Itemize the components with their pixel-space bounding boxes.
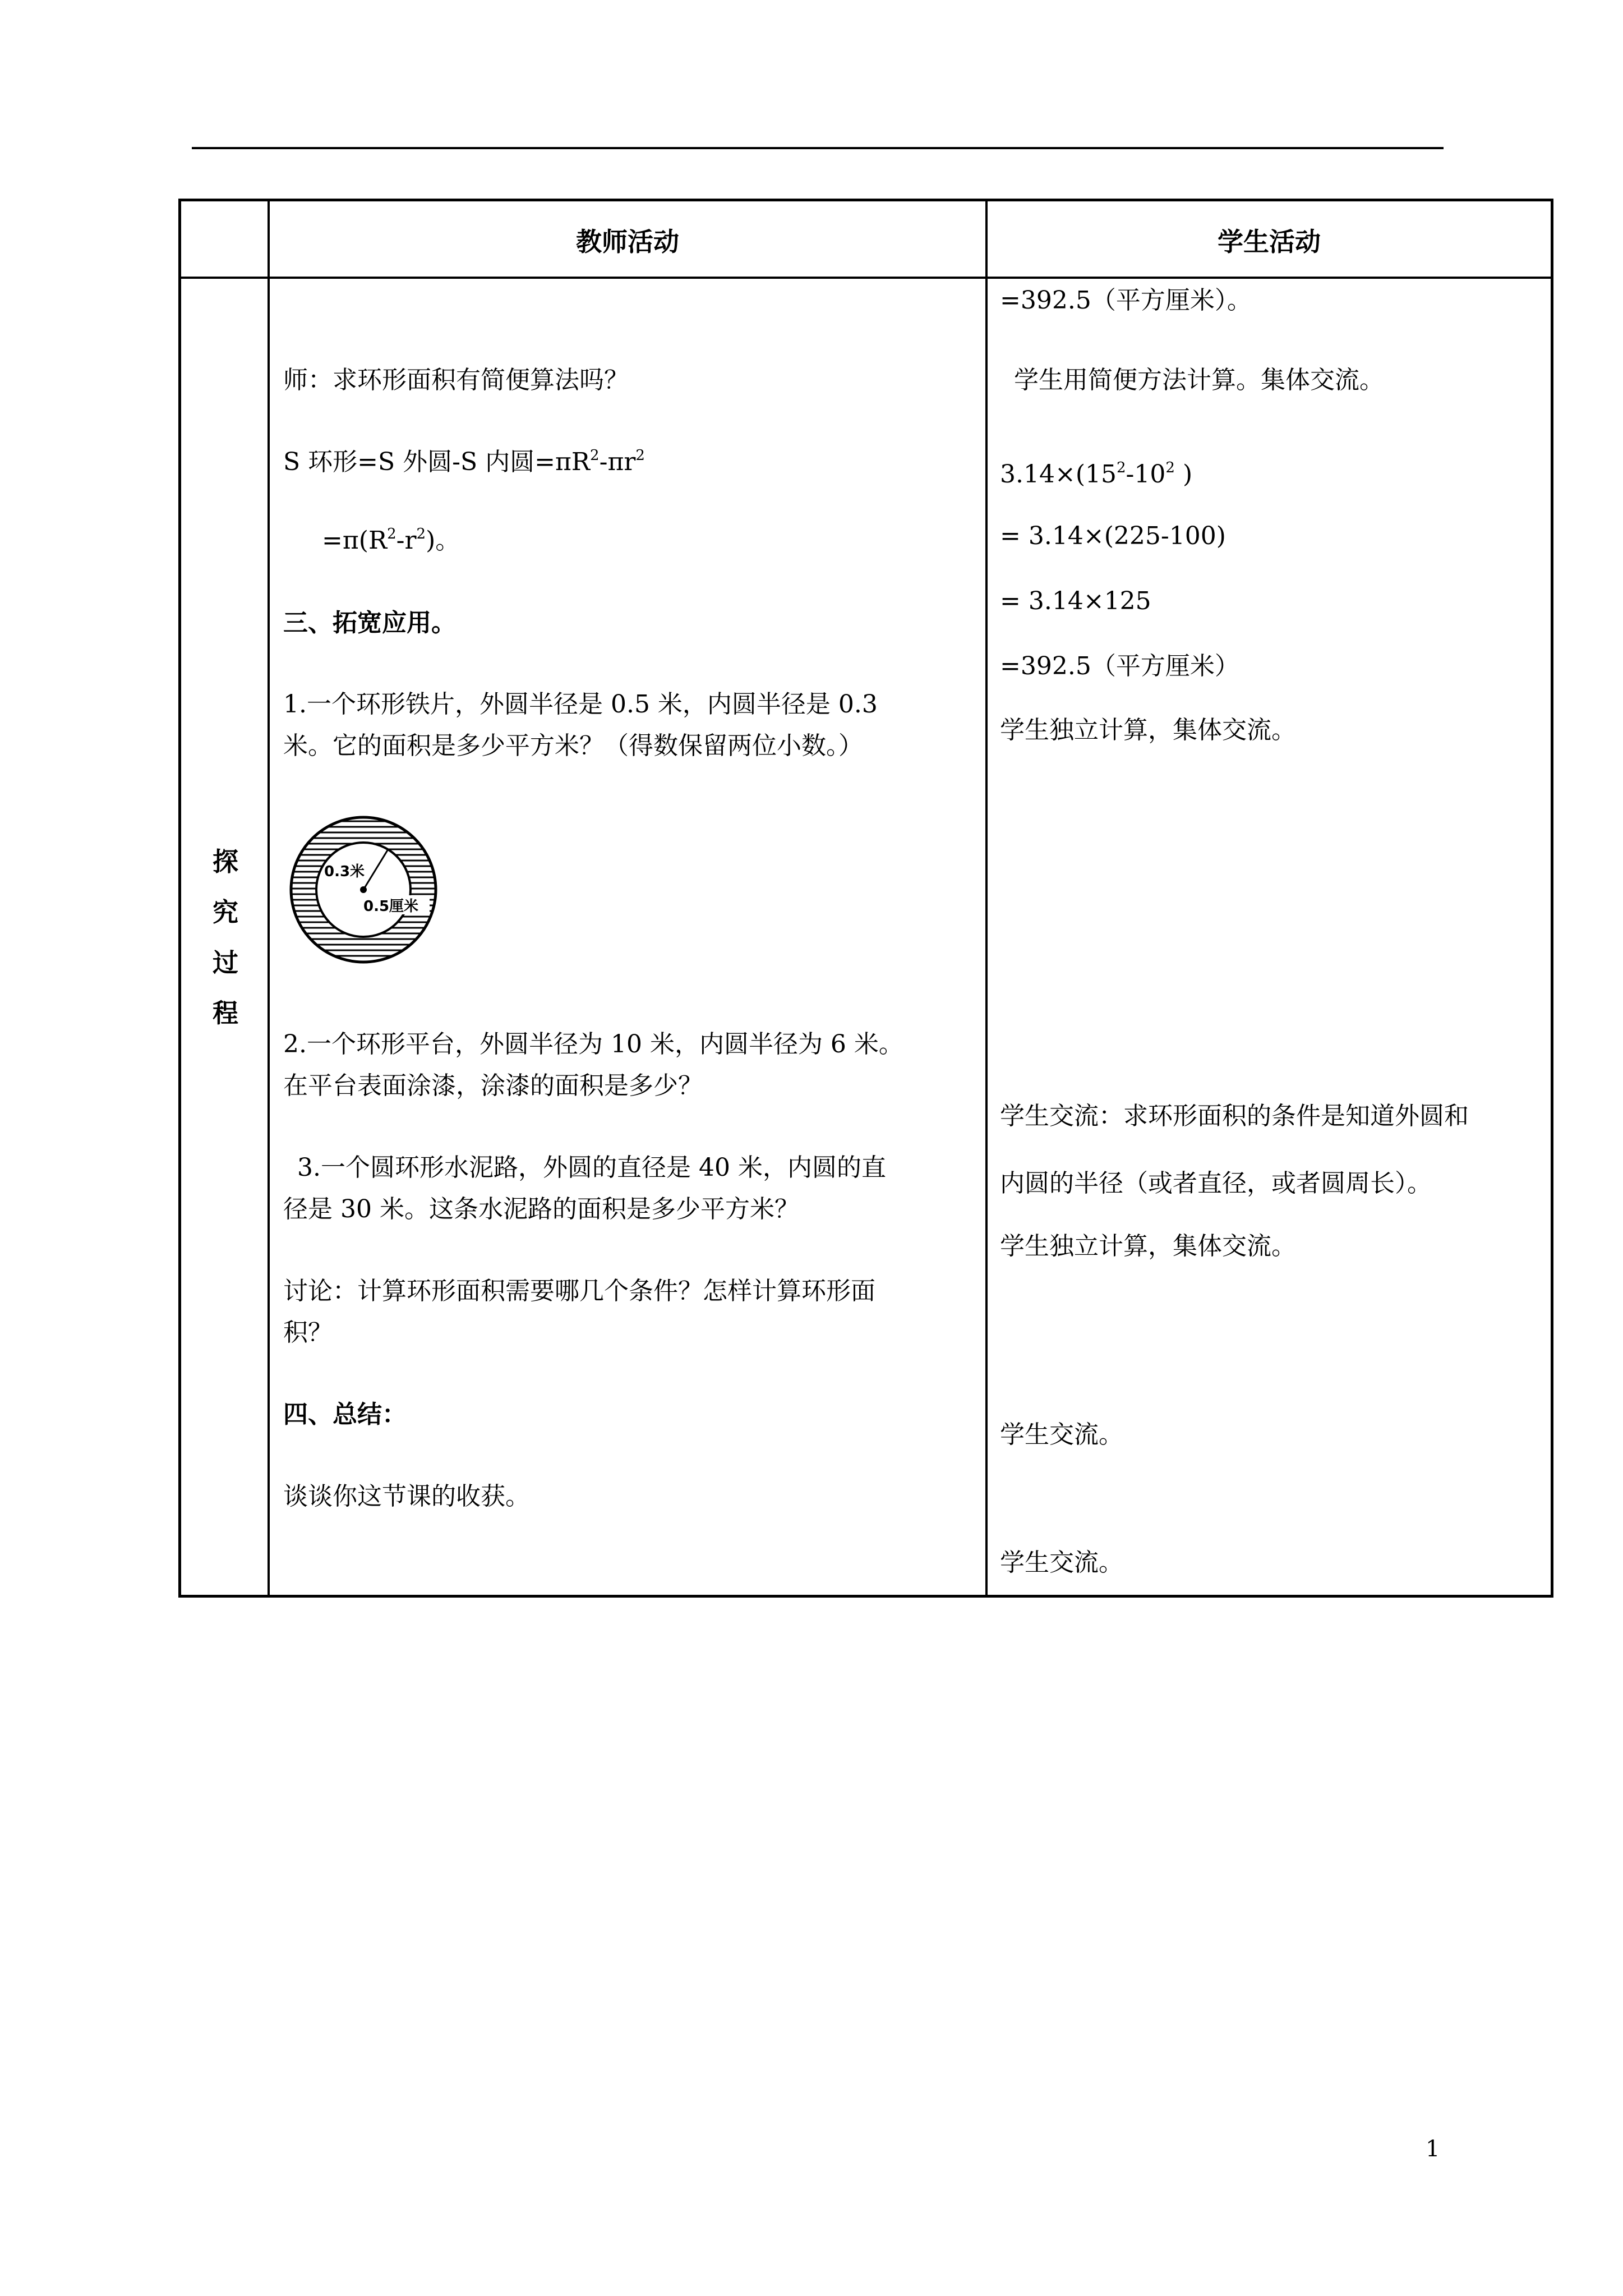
formula-part: -r <box>396 526 417 555</box>
superscript: 2 <box>590 447 600 464</box>
problem-1-line-1: 1.一个环形铁片，外圆半径是 0.5 米，内圆半径是 0.3 <box>283 690 878 719</box>
center-dot <box>360 886 367 893</box>
formula-part: =π(R <box>322 526 388 555</box>
ring-area-formula <box>283 447 645 478</box>
side-label <box>181 280 270 1595</box>
calc-part: -10 <box>1126 460 1166 489</box>
student-exchange-2: 学生交流。 <box>1000 1420 1123 1449</box>
student-calc-4: =392.5（平方厘米） <box>1000 652 1239 680</box>
problem-3-line-1: 3.一个圆环形水泥路，外圆的直径是 40 米，内圆的直 <box>297 1153 886 1182</box>
header-student-activity: 学生活动 <box>1218 227 1321 257</box>
student-exchange-line-2: 内圆的半径（或者直径，或者圆周长）。 <box>1000 1169 1432 1198</box>
inner-radius-label: 0.3米 <box>324 863 365 880</box>
side-label-char: 过 <box>213 947 238 978</box>
ring-diagram <box>288 815 439 965</box>
student-calc-1 <box>1000 459 1192 490</box>
column-divider-2 <box>985 201 988 1595</box>
discussion-line-1: 讨论：计算环形面积需要哪几个条件？怎样计算环形面 <box>283 1277 875 1305</box>
formula-part: -πr <box>599 448 636 476</box>
calc-part: ) <box>1174 460 1193 489</box>
calc-part: 3.14×(15 <box>1000 460 1117 489</box>
header-teacher-activity: 教师活动 <box>576 227 679 257</box>
student-simple-method: 学生用简便方法计算。集体交流。 <box>1014 366 1384 394</box>
student-exchange-line-1: 学生交流：求环形面积的条件是知道外圆和 <box>1000 1102 1469 1130</box>
side-label-char: 程 <box>213 998 238 1028</box>
section-4-title: 四、总结： <box>283 1400 407 1429</box>
problem-3-line-2: 径是 30 米。这条水泥路的面积是多少平方米？ <box>283 1195 799 1223</box>
superscript: 2 <box>387 526 396 542</box>
outer-radius-label: 0.5厘米 <box>363 898 419 915</box>
student-calc-2: = 3.14×(225-100) <box>1000 522 1226 550</box>
side-label-char: 探 <box>213 846 238 877</box>
formula-part: S 环形=S 外圆-S 内圆=πR <box>283 448 591 476</box>
problem-2-line-1: 2.一个环形平台，外圆半径为 10 米，内圆半径为 6 米。 <box>283 1030 903 1059</box>
summary-prompt: 谈谈你这节课的收获。 <box>283 1482 530 1511</box>
page-number: 1 <box>1426 2136 1440 2162</box>
superscript: 2 <box>635 447 645 464</box>
student-calc-3: = 3.14×125 <box>1000 587 1151 615</box>
teacher-question-simple: 师：求环形面积有简便算法吗？ <box>283 366 629 394</box>
problem-2-line-2: 在平台表面涂漆，涂漆的面积是多少？ <box>283 1071 703 1100</box>
student-result-1: =392.5（平方厘米）。 <box>1000 286 1252 315</box>
student-independent-1: 学生独立计算，集体交流。 <box>1000 716 1296 744</box>
superscript: 2 <box>416 526 426 542</box>
formula-part: )。 <box>426 526 460 555</box>
ring-area-formula-simplified <box>322 525 460 556</box>
student-exchange-3: 学生交流。 <box>1000 1548 1123 1577</box>
superscript: 2 <box>1165 459 1175 476</box>
discussion-line-2: 积？ <box>283 1318 333 1347</box>
student-independent-2: 学生独立计算，集体交流。 <box>1000 1232 1296 1260</box>
section-3-title: 三、拓宽应用。 <box>283 609 456 637</box>
side-label-char: 究 <box>213 897 238 927</box>
superscript: 2 <box>1117 459 1126 476</box>
header-rule <box>192 147 1444 149</box>
problem-1-line-2: 米。它的面积是多少平方米？（得数保留两位小数。） <box>283 731 863 760</box>
